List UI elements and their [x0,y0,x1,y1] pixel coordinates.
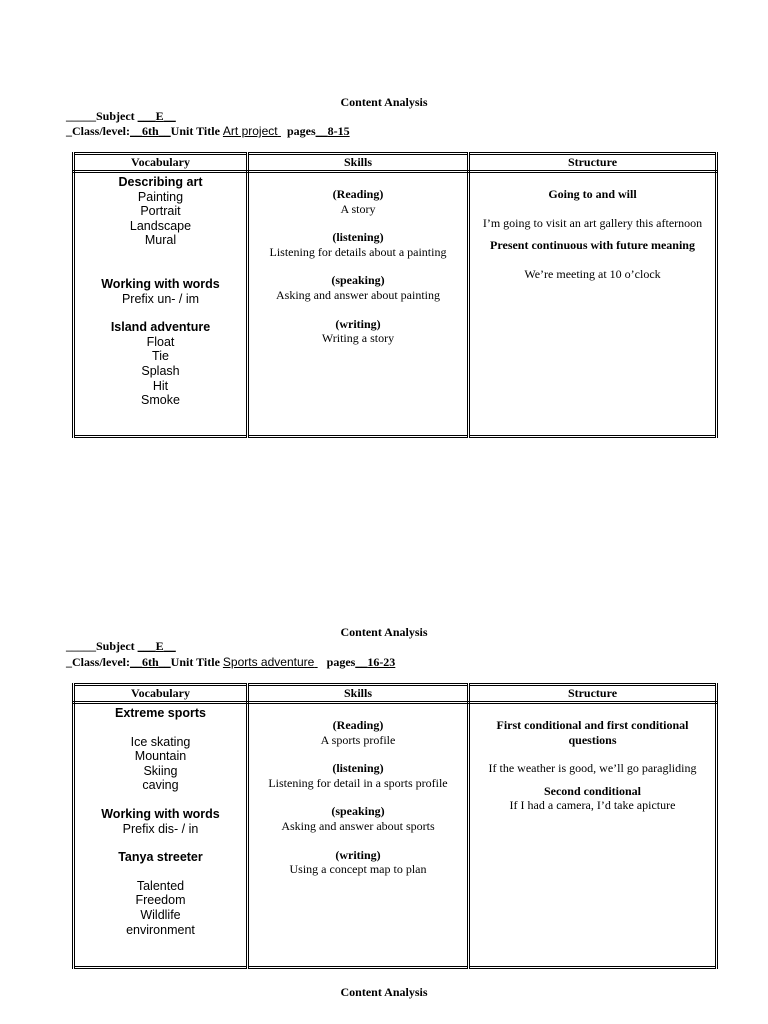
vocab-item: Wildlife [140,907,181,922]
header-vocabulary: Vocabulary [74,685,248,703]
vocab-item: Tie [152,349,169,364]
vocab-item: Float [146,334,175,349]
section2-table [72,683,718,969]
section2-class-line: _Class/level:__6th__Unit Title Sports adventure pages__16-23 [66,655,396,669]
vocab-item: Splash [141,363,180,378]
skill-heading: (listening) [332,230,384,245]
vocab-item: Portrait [140,204,181,219]
skill-text: A story [340,201,376,216]
skill-text: A sports profile [320,732,396,747]
skill-heading: (Reading) [332,187,384,201]
skill-heading: (Reading) [332,718,384,732]
structure-heading: Present continuous with future meaning [490,238,695,253]
skill-heading: (writing) [335,847,381,862]
vocabulary-cell [74,172,248,437]
vocab-item: Mountain [134,749,187,764]
structure-heading: Second conditional [543,783,642,798]
section1-title: Content Analysis [340,95,428,109]
structure-cell [469,172,717,437]
section1-subject-line: _____Subject ___E__ [66,109,176,123]
header-structure: Structure [469,685,717,703]
vocab-item: Landscape [129,218,192,233]
structure-text: If I had a camera, I’d take apicture [509,798,676,813]
structure-text: If the weather is good, we’ll go paragliding [488,761,697,776]
skill-text: Using a concept map to plan [289,862,427,877]
vocab-item: Mural [144,233,177,248]
skill-text: Listening for detail in a sports profile [268,775,448,790]
vocab-item: Talented [136,878,185,893]
skills-cell [248,703,469,968]
vocab-item: environment [126,922,195,937]
header-vocabulary: Vocabulary [74,154,248,172]
structure-text: We’re meeting at 10 o’clock [524,266,661,281]
structure-text: I’m going to visit an art gallery this afternoon [482,215,703,230]
structure-heading: First conditional and first conditional questions [496,718,689,747]
section2-subject-line: _____Subject ___E__ [66,639,176,653]
vocab-item: caving [142,778,179,793]
skill-heading: (listening) [332,761,384,776]
vocab-heading: Island adventure [110,320,211,335]
vocab-item: Ice skating [130,734,191,749]
section2-title: Content Analysis [340,625,428,639]
vocab-heading: Extreme sports [114,706,206,720]
vocab-heading: Working with words [101,276,220,291]
section1-table [72,152,718,438]
vocab-item: Prefix un- / im [121,291,200,306]
vocab-item: Prefix dis- / in [122,821,199,836]
skill-heading: (speaking) [331,804,385,819]
vocab-heading: Tanya streeter [118,850,203,865]
header-skills: Skills [248,154,469,172]
vocab-item: Painting [137,189,184,204]
skill-text: Asking and answer about sports [281,818,435,833]
vocabulary-cell [74,703,248,968]
header-skills: Skills [248,685,469,703]
skill-heading: (writing) [335,316,381,331]
header-structure: Structure [469,154,717,172]
vocab-item: Smoke [141,393,180,408]
skills-cell [248,172,469,437]
vocab-item: Skiing [143,763,178,778]
skill-text: Asking and answer about painting [276,287,440,302]
skill-text: Listening for details about a painting [269,244,447,259]
skill-heading: (speaking) [331,273,385,288]
skill-text: Writing a story [321,331,395,346]
vocab-heading: Describing art [118,175,203,189]
vocab-heading: Working with words [101,806,220,821]
footer-title: Content Analysis [340,985,428,999]
vocab-item: Freedom [135,893,186,908]
structure-heading: Going to and will [548,187,637,201]
structure-cell [469,703,717,968]
section1-class-line: _Class/level:__6th__Unit Title Art project pages__8-15 [66,124,350,138]
vocab-item: Hit [152,378,169,393]
